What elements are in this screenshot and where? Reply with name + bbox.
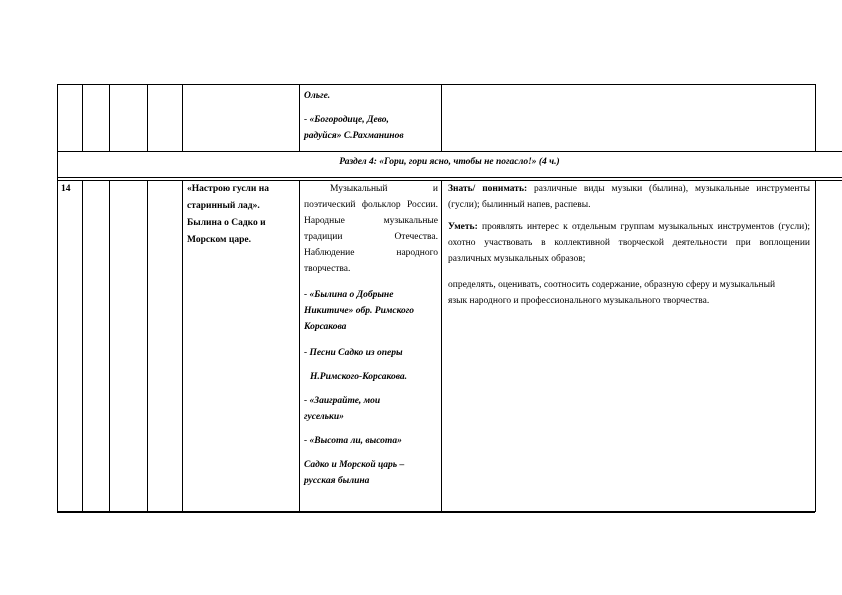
content-cell — [304, 181, 438, 489]
know-paragraph — [448, 181, 810, 213]
col-divider — [299, 84, 300, 151]
col-divider — [299, 180, 300, 512]
col-divider — [182, 180, 183, 512]
can-paragraph — [448, 219, 810, 267]
know-label: Знать/ понимать: — [448, 184, 528, 194]
piece-item: Садко и Морской царь – русская былина — [304, 460, 405, 486]
col-divider — [441, 180, 442, 512]
col-divider — [57, 84, 58, 512]
piece-item: - «Высота ли, высота» — [304, 436, 402, 446]
col-divider — [815, 180, 816, 512]
col-divider — [82, 84, 83, 151]
header-row-top-border — [57, 151, 842, 152]
col-divider — [182, 84, 183, 151]
lesson-title: «Настрою гусли на старинный лад». Былина о Садко и Морском царе. — [187, 184, 269, 245]
content-intro: Музыкальный и поэтический фольклор России. Народные музыкальные традиции Отечества. Наблюдение народного творчества. — [304, 184, 438, 274]
continuation-line: радуйся» С.Рахманинов — [304, 131, 404, 141]
col-divider — [109, 84, 110, 151]
col-divider — [147, 84, 148, 151]
know-text: различные виды музыки (былина), музыкальные инструменты (гусли); былинный напев, распевы. — [448, 184, 810, 210]
table-bottom-border — [57, 511, 815, 513]
col-divider — [82, 180, 83, 512]
outcomes-cell — [448, 181, 810, 309]
col-divider — [441, 84, 442, 151]
piece-item: - Песни Садко из оперы — [304, 348, 403, 358]
can-label: Уметь: — [448, 222, 478, 232]
piece-item: - «Заиграйте, мои гусельки» — [304, 396, 381, 422]
extra-paragraph: определять, оценивать, соотносить содержание, образную сферу и музыкальный язык народного и профессионального музыкального творчества. — [448, 280, 776, 306]
continuation-line: Ольге. — [304, 91, 331, 101]
section-header: Раздел 4: «Гори, гори ясно, чтобы не погасло!» (4 ч.) — [339, 157, 560, 167]
col-divider — [815, 84, 816, 151]
piece-item: - «Былина о Добрыне Никитиче» обр. Римского Корсакова — [304, 290, 415, 332]
can-text: проявлять интерес к отдельным группам музыкальных инструментов (гусли); охотно участвовать в коллективной творческой деятельности при воплощении различных музыкальных образов; — [448, 222, 810, 264]
piece-item: Н.Римского-Корсакова. — [310, 372, 408, 382]
col-divider — [147, 180, 148, 512]
col-divider — [109, 180, 110, 512]
header-row-bottom-border — [57, 177, 842, 178]
continuation-line: - «Богородице, Дево, — [304, 115, 389, 125]
table-top-border — [57, 84, 815, 85]
continuation-cell — [304, 88, 438, 144]
lesson-number: 14 — [61, 184, 71, 194]
